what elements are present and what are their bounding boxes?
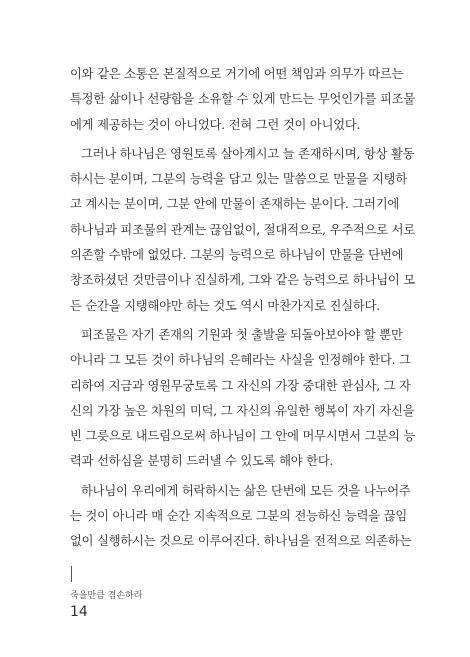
text-line: 는 것이 아니라 매 순간 지속적으로 그분의 전능하신 능력을 끊임 [70,509,408,524]
text-line: 고 계시는 분이며, 그분 안에 만물이 존재하는 분이다. 그러기에 [70,197,400,212]
text-line: 하나님이 우리에게 허락하시는 삶은 단번에 모든 것을 나누어주 [81,483,411,498]
text-line: 력과 선하심을 분명히 드러낼 수 있도록 해야 한다. [70,454,334,469]
text-line: 에게 제공하는 것이 아니었다. 전혀 그런 것이 아니었다. [70,117,361,132]
text-line: 하나님과 피조물의 관계는 끊임없이, 절대적으로, 우주적으로 서로 [70,222,415,237]
text-line: 이와 같은 소통은 본질적으로 거기에 어떤 책임과 의무가 따르는 [70,67,404,81]
text-line: 하시는 분이며, 그분의 능력을 담고 있는 말씀으로 만물을 지탱하 [70,172,408,187]
text-line: 없이 실행하시는 것으로 이루어진다. 하나님을 전적으로 의존하는 [70,534,412,549]
running-footer-title: 죽을만큼 겸손하라 [70,591,143,601]
text-line: 특정한 삶이나 선량함을 소유할 수 있게 만드는 무엇인가를 피조물 [70,92,415,107]
text-line: 리하여 지금과 영원무궁토록 그 자신의 가장 중대한 관심사, 그 자 [70,378,411,393]
text-line: 든 순간을 지탱해야만 하는 것도 역시 마찬가지로 진실하다. [70,298,380,313]
text-line: 창조하셨던 것만큼이나 진실하게, 그와 같은 능력으로 하나님이 모 [70,273,415,288]
text-line: 빈 그릇으로 내드림으로써 하나님이 그 안에 머무시면서 그분의 능 [70,429,415,444]
text-line: 의존할 수밖에 없었다. 그분의 능력으로 하나님이 만물을 단번에 [70,248,404,263]
text-line: 피조물은 자기 존재의 기원과 첫 출발을 되돌아보아야 할 뿐만 [81,327,403,342]
text-line: 신의 가장 높은 차원의 미덕, 그 자신의 유일한 행복이 자기 자신을 [70,403,415,418]
footer-divider [71,566,72,582]
body-text [70,62,415,555]
text-line: 아니라 그 모든 것이 하나님의 은혜라는 사실을 인정해야 한다. 그 [70,353,411,368]
page-number: 14 [70,604,88,620]
text-line: 그러나 하나님은 영원토록 살아계시고 늘 존재하시며, 항상 활동 [81,146,415,161]
